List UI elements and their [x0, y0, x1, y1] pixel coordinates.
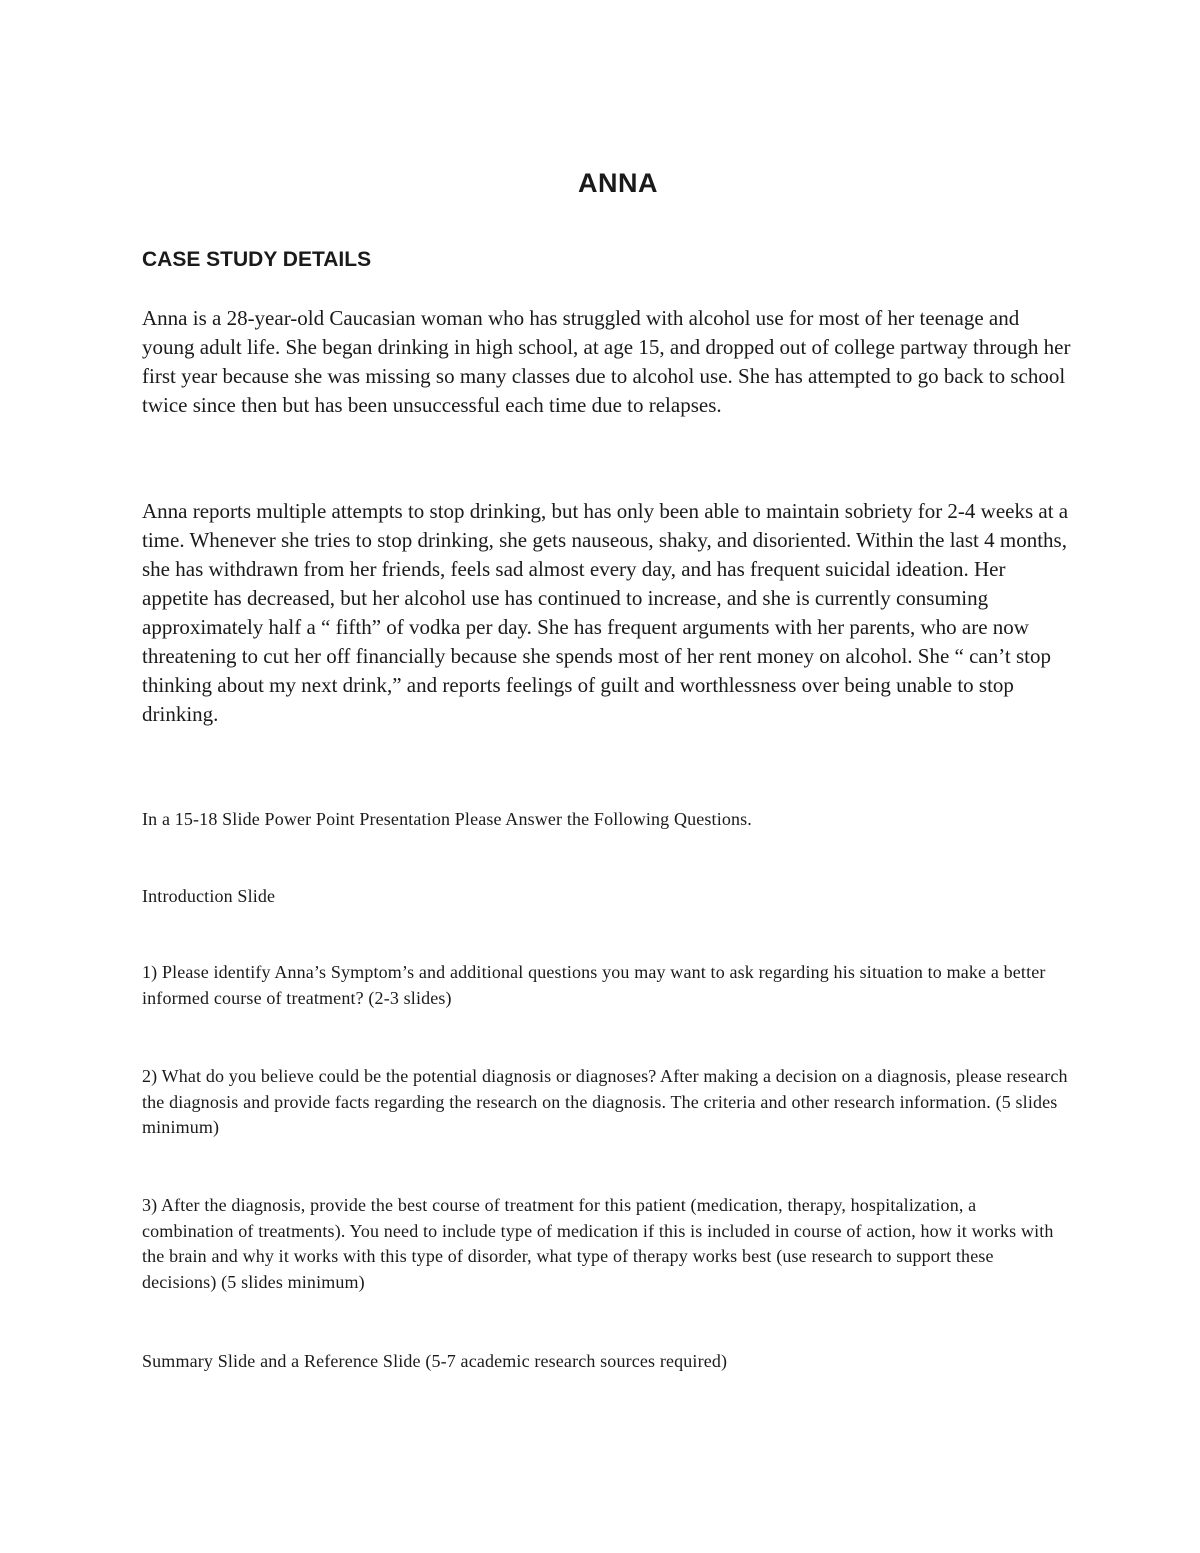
section-heading: CASE STUDY DETAILS: [142, 248, 372, 271]
instructions-text: In a 15-18 Slide Power Point Presentation Please Answer the Following Questions.: [142, 809, 752, 829]
case-paragraph-1: Anna is a 28-year-old Caucasian woman who has struggled with alcohol use for most of her teenage and young adult life. She began drinking in high school, at age 15, and dropped out of college partway through her first year because she was missing so many classes due to alcohol use. She has attempted to go back to school twice since then but has been unsuccessful each time due to relapses.: [142, 306, 1071, 417]
summary-text: Summary Slide and a Reference Slide (5-7 academic research sources required): [142, 1351, 728, 1371]
document-title: ANNA: [578, 168, 658, 198]
introduction-slide-text: Introduction Slide: [142, 886, 276, 906]
question-1: 1) Please identify Anna’s Symptom’s and additional questions you may want to ask regarding his situation to make a better informed course of treatment? (2-3 slides): [142, 962, 1046, 1008]
question-2: 2) What do you believe could be the potential diagnosis or diagnoses? After making a decision on a diagnosis, please research the diagnosis and provide facts regarding the research on the diagnosis. The criteria and other research information. (5 slides minimum): [142, 1066, 1068, 1137]
case-paragraph-2: Anna reports multiple attempts to stop drinking, but has only been able to maintain sobriety for 2-4 weeks at a time. Whenever she tries to stop drinking, she gets nauseous, shaky, and disoriented. Within the last 4 months, she has withdrawn from her friends, feels sad almost every day, and has frequent suicidal ideation. Her appetite has decreased, but her alcohol use has continued to increase, and she is currently consuming approximately half a “ fifth” of vodka per day. She has frequent arguments with her parents, who are now threatening to cut her off financially because she spends most of her rent money on alcohol. She “ can’t stop thinking about my next drink,” and reports feelings of guilt and worthlessness over being unable to stop drinking.: [142, 499, 1069, 726]
question-3: 3) After the diagnosis, provide the best course of treatment for this patient (medication, therapy, hospitalization, a combination of treatments). You need to include type of medication if this is included in course of action, how it works with the brain and why it works with this type of disorder, what type of therapy works best (use research to support these decisions) (5 slides minimum): [142, 1195, 1054, 1292]
